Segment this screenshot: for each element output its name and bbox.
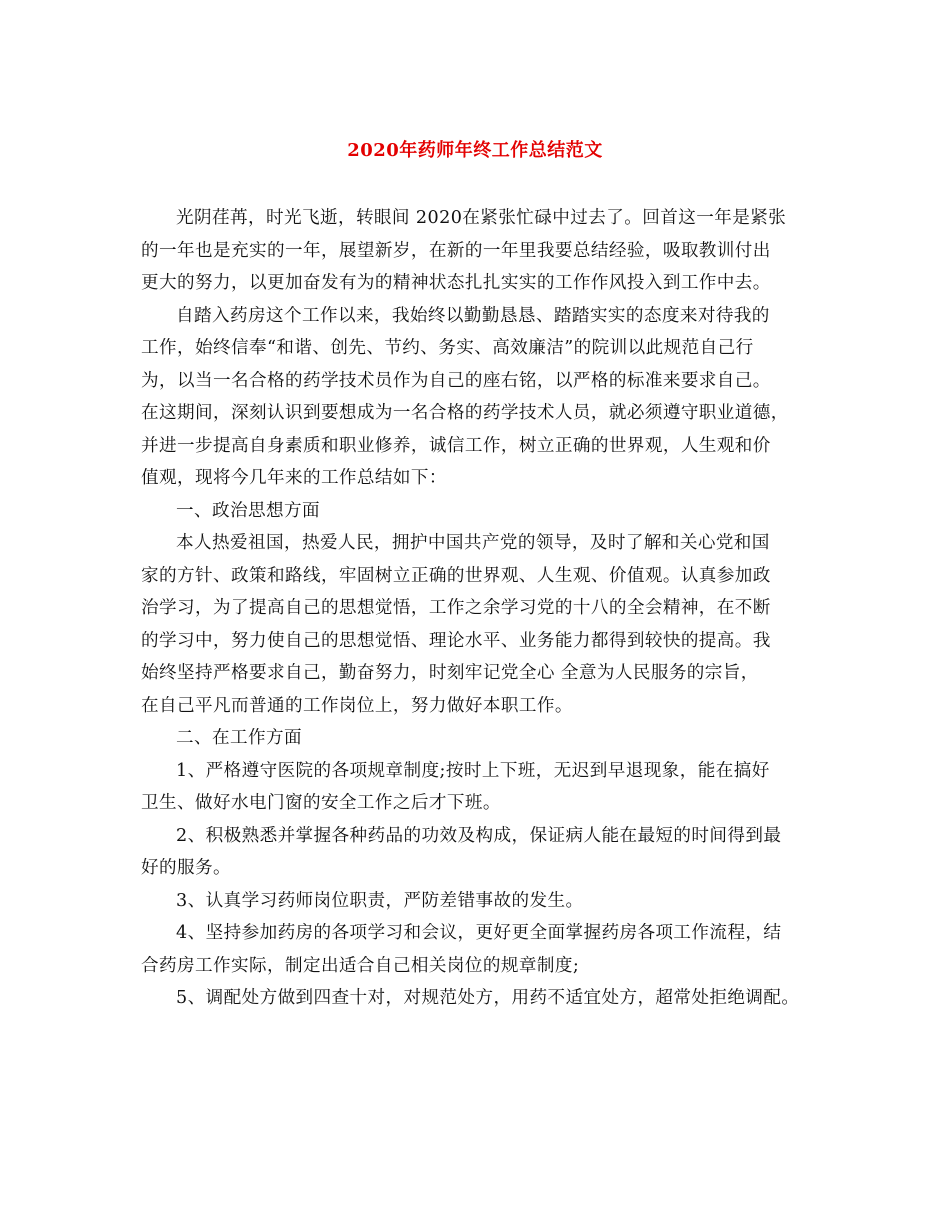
list-item: 5、调配处方做到四查十对，对规范处方，用药不适宜处方，超常处拒绝调配。 bbox=[176, 988, 800, 1008]
text-line: 的一年也是充实的一年，展望新岁，在新的一年里我要总结经验，吸取教训付出 bbox=[141, 240, 771, 261]
section-heading: 一、政治思想方面 bbox=[176, 500, 320, 521]
text-line: 始终坚持严格要求自己，勤奋努力，时刻牢记党全心 全意为人民服务的宗旨， bbox=[141, 663, 759, 683]
list-item: 1、严格遵守医院的各项规章制度;按时上下班，无迟到早退现象，能在搞好 bbox=[176, 760, 770, 781]
text-line: 更大的努力，以更加奋发有为的精神状态扎扎实实的工作作风投入到工作中去。 bbox=[141, 273, 771, 293]
text-line: 本人热爱祖国，热爱人民，拥护中国共产党的领导，及时了解和关心党和国 bbox=[176, 533, 770, 553]
list-item: 4、坚持参加药房的各项学习和会议，更好更全面掌握药房各项工作流程，结 bbox=[176, 923, 782, 943]
text-line: 治学习，为了提高自己的思想觉悟，工作之余学习党的十八的全会精神，在不断 bbox=[141, 598, 771, 618]
text-line: 工作，始终信奉“和谐、创先、节约、务实、高效廉洁”的院训以此规范自己行 bbox=[141, 338, 754, 358]
text-line: 好的服务。 bbox=[141, 858, 231, 878]
text-line: 并进一步提高自身素质和职业修养，诚信工作，树立正确的世界观，人生观和价 bbox=[141, 435, 771, 456]
section-heading: 二、在工作方面 bbox=[176, 728, 302, 748]
text-line: 光阴荏苒，时光飞逝，转眼间 2020在紧张忙碌中过去了。回首这一年是紧张 bbox=[176, 208, 787, 228]
text-line: 家的方针、政策和路线，牢固树立正确的世界观、人生观、价值观。认真参加政 bbox=[141, 565, 771, 586]
text-line: 的学习中，努力使自己的思想觉悟、理论水平、业务能力都得到较快的提高。我 bbox=[141, 630, 771, 651]
text-line: 自踏入药房这个工作以来，我始终以勤勤恳恳、踏踏实实的态度来对待我的 bbox=[176, 305, 770, 326]
text-line: 卫生、做好水电门窗的安全工作之后才下班。 bbox=[141, 793, 501, 813]
text-line: 值观，现将今几年来的工作总结如下： bbox=[141, 468, 447, 488]
text-line: 合药房工作实际，制定出适合自己相关岗位的规章制度; bbox=[141, 955, 580, 976]
document-title: 2020年药师年终工作总结范文 bbox=[347, 140, 603, 161]
document-body bbox=[141, 202, 816, 1015]
text-line: 在这期间，深刻认识到要想成为一名合格的药学技术人员，就必须遵守职业道德， bbox=[141, 403, 789, 423]
list-item: 3、认真学习药师岗位职责，严防差错事故的发生。 bbox=[176, 890, 584, 911]
text-line: 在自己平凡而普通的工作岗位上，努力做好本职工作。 bbox=[141, 695, 573, 716]
text-line: 为，以当一名合格的药学技术员作为自己的座右铭，以严格的标准来要求自己。 bbox=[141, 370, 771, 391]
list-item: 2、积极熟悉并掌握各种药品的功效及构成，保证病人能在最短的时间得到最 bbox=[176, 825, 782, 846]
